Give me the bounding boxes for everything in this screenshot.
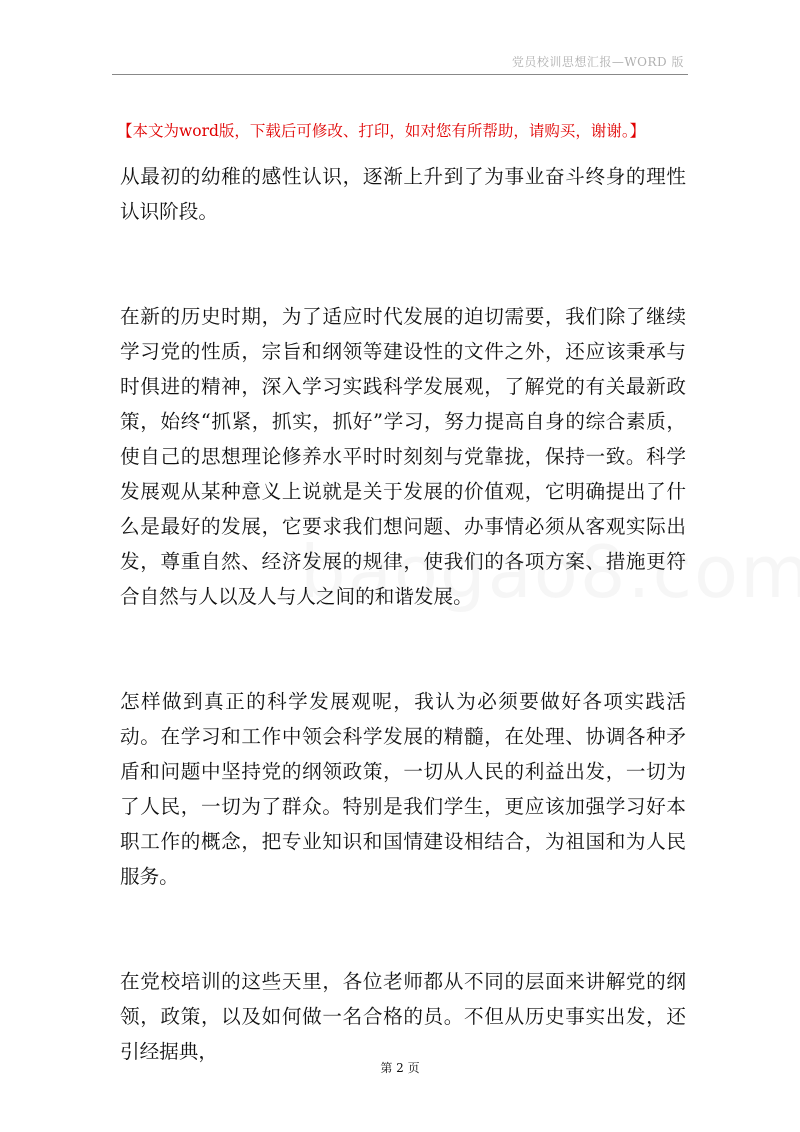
page-number: 第 2 页 <box>380 1061 420 1075</box>
paragraph-1: 从最初的幼稚的感性认识，逐渐上升到了为事业奋斗终身的理性认识阶段。 <box>120 165 686 223</box>
paragraph-4: 在党校培训的这些天里，各位老师都从不同的层面来讲解党的纲领，政策，以及如何做一名合格的员。不但从历史事实出发，还引经据典， <box>120 970 686 1063</box>
header-divider <box>112 74 688 75</box>
download-notice: 【本文为word版，下载后可修改、打印，如对您有所帮助，请购买，谢谢。】 <box>117 122 646 140</box>
page-header-title: 党员校训思想汇报—WORD 版 <box>511 55 684 69</box>
paragraph-3: 怎样做到真正的科学发展观呢，我认为必须要做好各项实践活动。在学习和工作中领会科学发展的精髓，在处理、协调各种矛盾和问题中坚持党的纲领政策，一切从人民的利益出发，一切为了人民，一切为了群众。特别是我们学生，更应该加强学习好本职工作的概念，把专业知识和国情建设相结合，为祖国和为人民服务。 <box>120 690 686 888</box>
document-body <box>120 159 686 1069</box>
paragraph-2: 在新的历史时期，为了适应时代发展的迫切需要，我们除了继续学习党的性质，宗旨和纲领等建设性的文件之外，还应该秉承与时俱进的精神，深入学习实践科学发展观，了解党的有关最新政策，始终“抓紧，抓实，抓好”学习，努力提高自身的综合素质，使自己的思想理论修养水平时时刻刻与党靠拢，保持一致。科学发展观从某种意义上说就是关于发展的价值观，它明确提出了什么是最好的发展，它要求我们想问题、办事情必须从客观实际出发，尊重自然、经济发展的规律，使我们的各项方案、措施更符合自然与人以及人与人之间的和谐发展。 <box>120 305 686 608</box>
